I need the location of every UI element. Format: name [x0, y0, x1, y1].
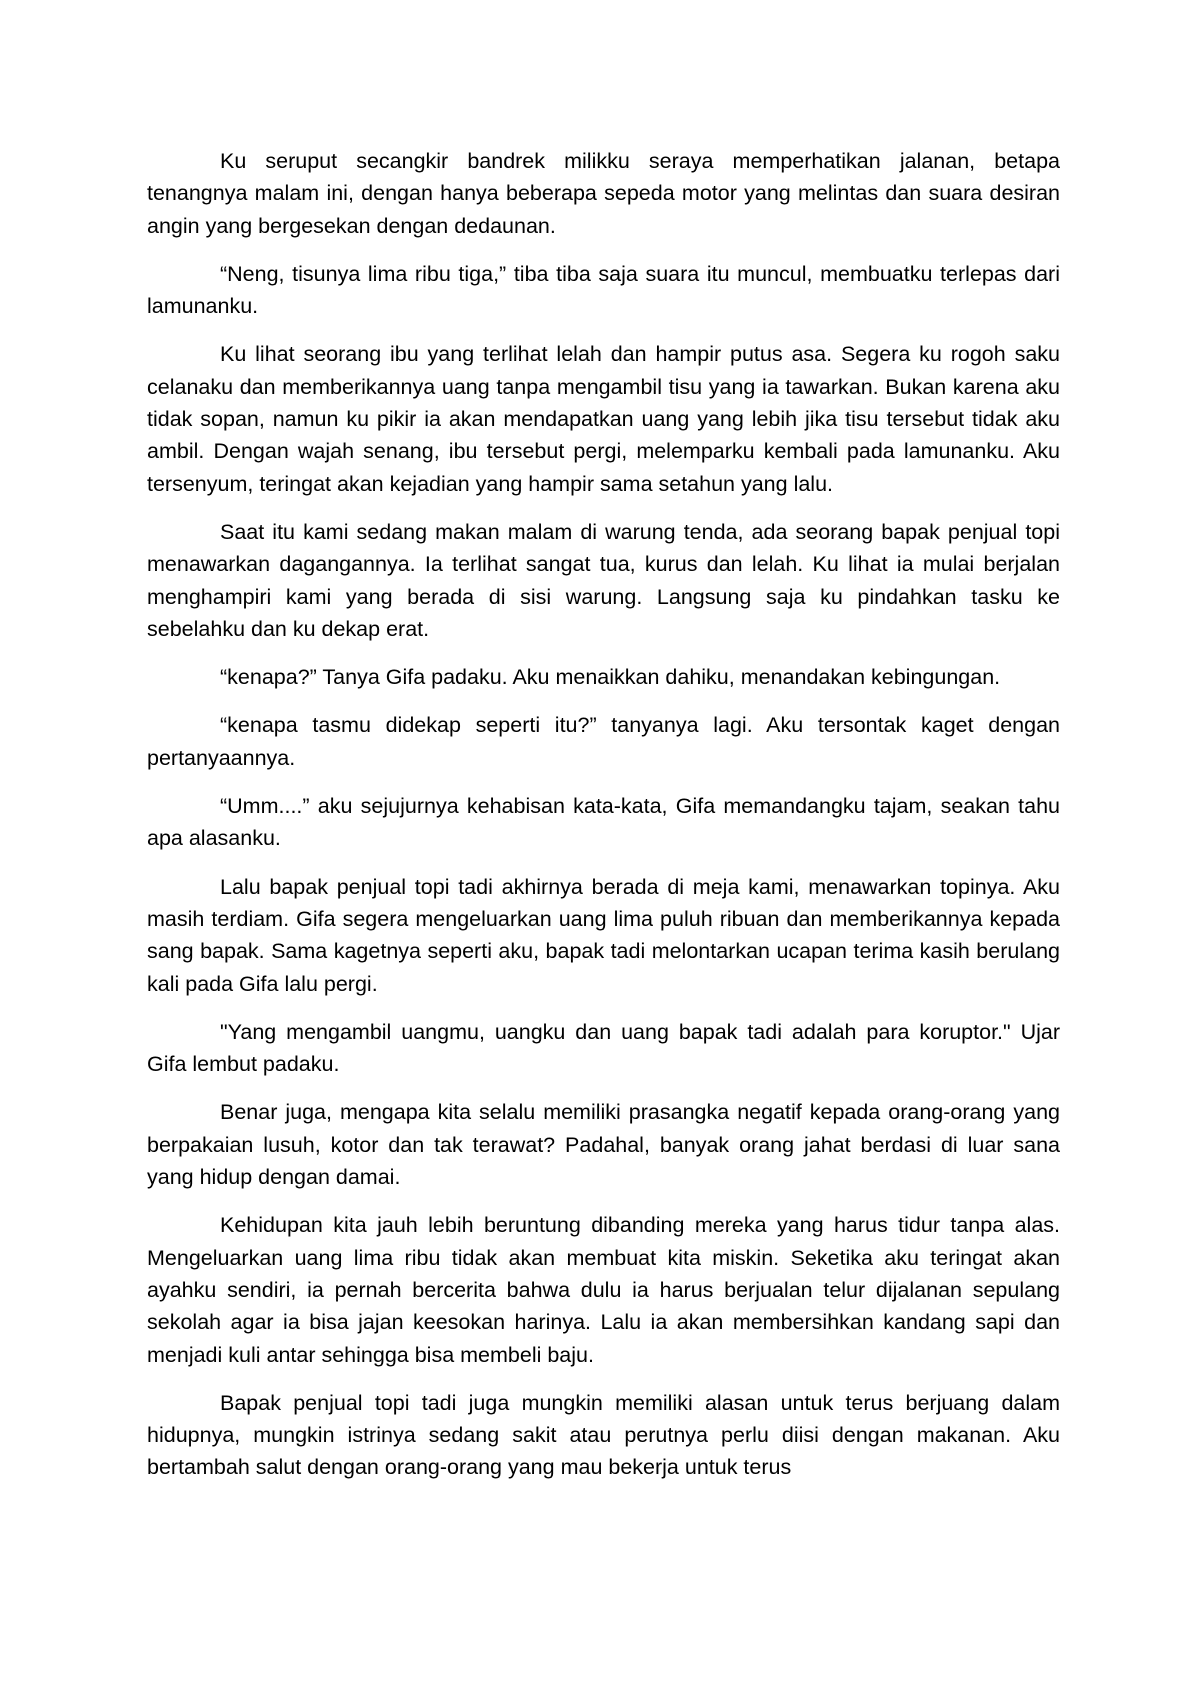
paragraph: “Neng, tisunya lima ribu tiga,” tiba tiba saja suara itu muncul, membuatku terlepas dari lamunanku.: [147, 261, 1060, 319]
paragraph: “Umm....” aku sejujurnya kehabisan kata-kata, Gifa memandangku tajam, seakan tahu apa alasanku.: [147, 794, 1060, 851]
paragraph: Ku lihat seorang ibu yang terlihat lelah dan hampir putus asa. Segera ku rogoh saku celanaku dan memberikannya uang tanpa mengambil tisu yang ia tawarkan. Bukan karena aku tidak sopan, namun ku pikir ia akan mendapatkan uang yang lebih jika tisu tersebut tidak aku ambil. Dengan wajah senang, ibu tersebut pergi, melemparku kembali pada lamunanku. Aku tersenyum, teringat akan kejadian yang hampir sama setahun yang lalu.: [147, 342, 1060, 496]
paragraph: Benar juga, mengapa kita selalu memiliki prasangka negatif kepada orang-orang yang berpakaian lusuh, kotor dan tak terawat? Padahal, banyak orang jahat berdasi di luar sana yang hidup dengan damai.: [147, 1100, 1060, 1190]
paragraph: "Yang mengambil uangmu, uangku dan uang bapak tadi adalah para koruptor." Ujar Gifa lembut padaku.: [147, 1019, 1060, 1077]
paragraph: Bapak penjual topi tadi juga mungkin memiliki alasan untuk terus berjuang dalam hidupnya, mungkin istrinya sedang sakit atau perutnya perlu diisi dengan makanan. Aku bertambah salut dengan orang-orang yang mau bekerja untuk terus: [147, 1390, 1060, 1480]
paragraph: Kehidupan kita jauh lebih beruntung dibanding mereka yang harus tidur tanpa alas. Mengeluarkan uang lima ribu tidak akan membuat kita miskin. Seketika aku teringat akan ayahku sendiri, ia pernah bercerita bahwa dulu ia harus berjualan telur dijalanan sepulang sekolah agar ia bisa jajan keesokan harinya. Lalu ia akan membersihkan kandang sapi dan menjadi kuli antar sehingga bisa membeli baju.: [147, 1213, 1060, 1367]
paragraph: Ku seruput secangkir bandrek milikku seraya memperhatikan jalanan, betapa tenangnya malam ini, dengan hanya beberapa sepeda motor yang melintas dan suara desiran angin yang bergesekan dengan dedaunan.: [147, 149, 1060, 238]
document-body: [147, 145, 1060, 1500]
paragraph: Lalu bapak penjual topi tadi akhirnya berada di meja kami, menawarkan topinya. Aku masih terdiam. Gifa segera mengeluarkan uang lima puluh ribuan dan memberikannya kepada sang bapak. Sama kagetnya seperti aku, bapak tadi melontarkan ucapan terima kasih berulang kali pada Gifa lalu pergi.: [147, 874, 1060, 996]
paragraph: “kenapa?” Tanya Gifa padaku. Aku menaikkan dahiku, menandakan kebingungan.: [220, 665, 1001, 690]
paragraph: “kenapa tasmu didekap seperti itu?” tanyanya lagi. Aku tersontak kaget dengan pertanyaannya.: [147, 713, 1060, 770]
paragraph: Saat itu kami sedang makan malam di warung tenda, ada seorang bapak penjual topi menawarkan dagangannya. Ia terlihat sangat tua, kurus dan lelah. Ku lihat ia mulai berjalan menghampiri kami yang berada di sisi warung. Langsung saja ku pindahkan tasku ke sebelahku dan ku dekap erat.: [147, 519, 1060, 641]
